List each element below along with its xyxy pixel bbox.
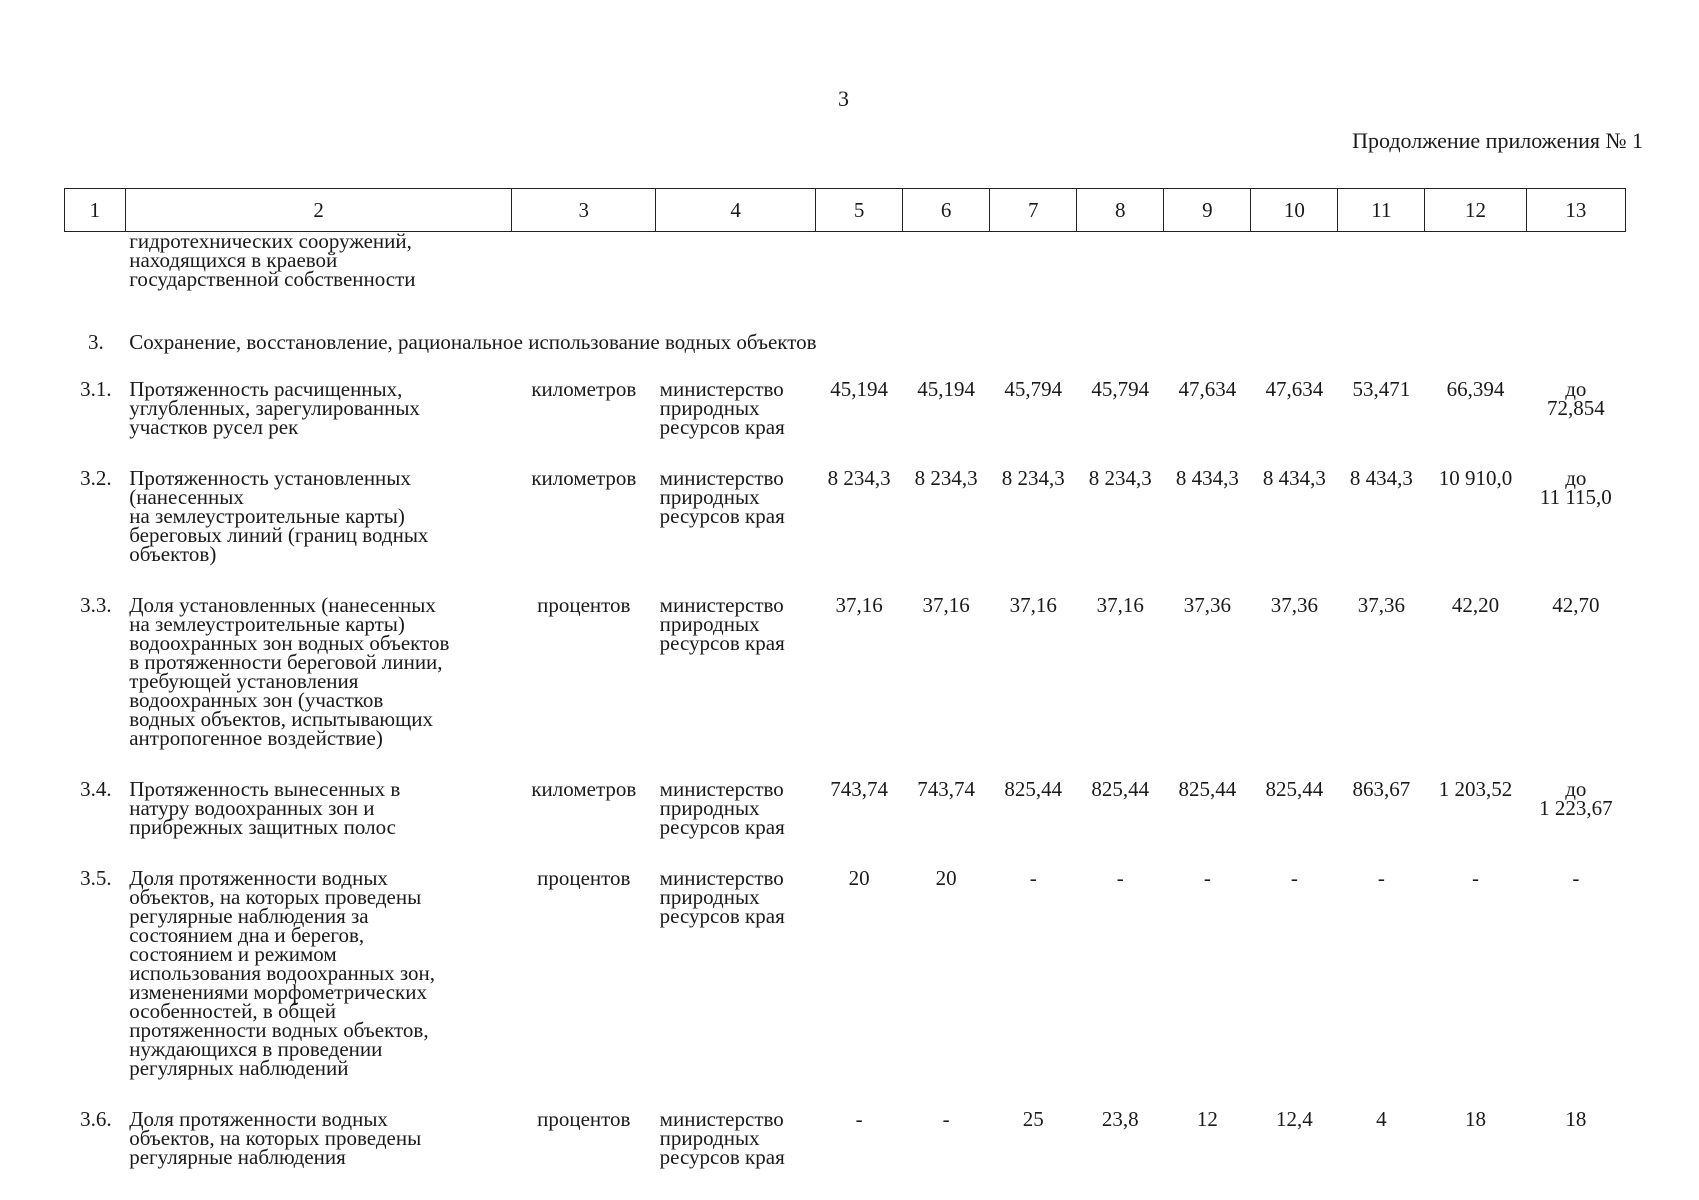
responsible-line: природных <box>659 485 760 509</box>
responsible-cell <box>656 866 816 1110</box>
value-cell: 743,74 <box>830 777 888 801</box>
indicator-name-line: регулярных наблюдений <box>129 1056 349 1080</box>
indicator-name-line: состоянием дна и берегов, <box>129 923 365 947</box>
indicator-name-line: использования водоохранных зон, <box>129 961 435 985</box>
indicator-name-line: натуру водоохранных зон и <box>129 796 375 820</box>
indicator-name-line: Протяженность установленных <box>129 466 411 490</box>
indicator-name-line: Доля протяженности водных <box>129 866 388 890</box>
indicator-name-line: антропогенное воздействие) <box>129 726 383 750</box>
responsible-line: министерство <box>659 777 784 801</box>
indicator-name-line: в протяженности береговой линии, <box>129 650 443 674</box>
table-body <box>65 229 1626 1200</box>
indicator-name <box>125 866 512 1110</box>
unit-cell: километров <box>531 777 637 801</box>
value-cell: 42,20 <box>1451 593 1500 617</box>
indicator-name-line: Доля протяженности водных <box>129 1107 388 1131</box>
indicator-name-line: водоохранных зон (участков <box>129 688 384 712</box>
responsible-line: ресурсов края <box>659 815 785 839</box>
indicator-name-line: состоянием и режимом <box>129 942 337 966</box>
section-number: 3. <box>87 330 104 354</box>
row-number: 3.6. <box>80 1107 112 1131</box>
target-value-cell: до 1 223,67 <box>1539 777 1613 820</box>
value-cell: 743,74 <box>917 777 976 801</box>
column-header-6: 6 <box>903 189 990 232</box>
indicator-name-line: нуждающихся в проведении <box>129 1037 383 1061</box>
section-title: Сохранение, восстановление, рациональное использование водных объектов <box>129 330 817 354</box>
value-cell: 37,16 <box>1096 593 1144 617</box>
value-cell: 37,36 <box>1270 593 1318 617</box>
value-cell: 10 910,0 <box>1438 466 1513 490</box>
unit-cell: процентов <box>537 866 631 890</box>
indicators-table <box>64 188 1626 1199</box>
responsible-line: министерство <box>659 866 784 890</box>
continuation-row <box>65 232 1626 322</box>
target-value-cell: - <box>1572 866 1580 890</box>
indicator-name-line: регулярные наблюдения за <box>129 904 369 928</box>
indicator-name-line: на землеустроительные карты) <box>129 612 405 636</box>
indicator-name-line: водных объектов, испытывающих <box>129 707 434 731</box>
column-header-3: 3 <box>512 189 656 232</box>
indicator-name-line: участков русел рек <box>129 415 299 439</box>
responsible-line: природных <box>659 612 760 636</box>
table-row <box>65 780 1626 869</box>
value-cell: 25 <box>1022 1107 1044 1131</box>
indicator-name-line: протяженности водных объектов, <box>129 1018 429 1042</box>
section-row <box>65 321 1626 380</box>
appendix-caption: Продолжение приложения № 1 <box>1352 128 1643 153</box>
continuation-line: государственной собственности <box>129 267 416 291</box>
responsible-cell <box>656 777 816 869</box>
value-cell: 66,394 <box>1446 377 1505 401</box>
indicator-name <box>125 1107 512 1199</box>
row-number-empty <box>65 232 126 322</box>
target-value-cell: до 11 115,0 <box>1539 466 1612 509</box>
value-cell: - <box>1377 866 1385 890</box>
value-cell: 8 234,3 <box>914 466 978 490</box>
value-cell: 45,794 <box>1004 377 1063 401</box>
page-number: 3 <box>838 86 849 111</box>
indicator-name-line: береговых линий (границ водных <box>129 523 429 547</box>
responsible-line: природных <box>659 885 760 909</box>
value-cell: - <box>1116 866 1124 890</box>
column-header-13: 13 <box>1526 189 1625 232</box>
row-number: 3.2. <box>80 466 112 490</box>
responsible-cell <box>656 593 816 780</box>
column-header-9: 9 <box>1164 189 1251 232</box>
indicator-name-line: водоохранных зон водных объектов <box>129 631 450 655</box>
row-number: 3.1. <box>80 377 112 401</box>
responsible-line: природных <box>659 1126 760 1150</box>
value-cell: 47,634 <box>1178 377 1237 401</box>
value-cell: - <box>942 1107 950 1131</box>
column-header-7: 7 <box>990 189 1077 232</box>
responsible-line: ресурсов края <box>659 631 785 655</box>
value-cell: 12,4 <box>1275 1107 1313 1131</box>
value-cell: 8 434,3 <box>1262 466 1326 490</box>
indicator-name-line: объектов, на которых проведены <box>129 885 422 909</box>
value-cell: - <box>1029 866 1037 890</box>
indicator-name <box>125 466 512 596</box>
value-cell: 47,634 <box>1265 377 1324 401</box>
value-cell: 37,16 <box>1009 593 1057 617</box>
indicator-name-line: объектов, на которых проведены <box>129 1126 422 1150</box>
responsible-line: министерство <box>659 466 784 490</box>
value-cell: 8 434,3 <box>1349 466 1413 490</box>
target-value-cell: до 72,854 <box>1546 377 1605 420</box>
indicator-name-line: требующей установления <box>129 669 359 693</box>
value-cell: 37,16 <box>922 593 970 617</box>
column-header-5: 5 <box>816 189 903 232</box>
responsible-line: министерство <box>659 593 784 617</box>
responsible-line: ресурсов края <box>659 415 785 439</box>
value-cell: - <box>855 1107 863 1131</box>
row-number: 3.5. <box>80 866 112 890</box>
value-cell: 8 434,3 <box>1175 466 1239 490</box>
indicator-name-line: Протяженность расчищенных, <box>129 377 403 401</box>
responsible-line: ресурсов края <box>659 504 785 528</box>
value-cell: 37,16 <box>835 593 883 617</box>
value-cell: 20 <box>848 866 870 890</box>
indicator-name-line: Доля установленных (нанесенных <box>129 593 436 617</box>
value-cell: 20 <box>935 866 957 890</box>
value-cell: - <box>1203 866 1211 890</box>
responsible-cell <box>656 1107 816 1199</box>
continuation-line: гидротехнических сооружений, <box>129 229 412 253</box>
unit-cell: процентов <box>537 1107 631 1131</box>
indicator-name-line: объектов) <box>129 542 217 566</box>
value-cell: 825,44 <box>1091 777 1150 801</box>
value-cell: 45,194 <box>917 377 976 401</box>
header-row <box>65 189 1626 232</box>
value-cell: 23,8 <box>1101 1107 1139 1131</box>
responsible-line: природных <box>659 396 760 420</box>
table-row <box>65 869 1626 1110</box>
value-cell: 825,44 <box>1004 777 1063 801</box>
column-header-1: 1 <box>65 189 126 232</box>
column-header-11: 11 <box>1338 189 1425 232</box>
indicator-name-line: прибрежных защитных полос <box>129 815 396 839</box>
responsible-line: ресурсов края <box>659 1145 785 1169</box>
indicator-name-line: изменениями морфометрических <box>129 980 427 1004</box>
row-number: 3.3. <box>80 593 112 617</box>
responsible-line: ресурсов края <box>659 904 785 928</box>
column-header-8: 8 <box>1077 189 1164 232</box>
value-cell: 45,794 <box>1091 377 1150 401</box>
column-header-4: 4 <box>656 189 816 232</box>
value-cell: - <box>1472 866 1480 890</box>
value-cell: - <box>1290 866 1298 890</box>
responsible-cell <box>656 466 816 596</box>
value-cell: 53,471 <box>1352 377 1411 401</box>
table-row <box>65 469 1626 596</box>
value-cell: 37,36 <box>1357 593 1406 617</box>
value-cell: 863,67 <box>1352 777 1411 801</box>
indicator-name-line: регулярные наблюдения <box>129 1145 346 1169</box>
responsible-line: природных <box>659 796 760 820</box>
unit-cell: километров <box>531 377 637 401</box>
column-header-2: 2 <box>125 189 512 232</box>
target-value-cell: 42,70 <box>1552 593 1600 617</box>
indicator-name <box>125 377 512 469</box>
value-cell: 12 <box>1196 1107 1218 1131</box>
value-cell: 1 203,52 <box>1438 777 1513 801</box>
value-cell: 825,44 <box>1178 777 1237 801</box>
indicator-name-line: особенностей, в общей <box>129 999 336 1023</box>
table-row <box>65 596 1626 780</box>
column-header-12: 12 <box>1425 189 1526 232</box>
indicator-name-line: на землеустроительные карты) <box>129 504 405 528</box>
row-number: 3.4. <box>80 777 112 801</box>
continuation-filler <box>512 232 1626 322</box>
table-row <box>65 380 1626 469</box>
value-cell: 8 234,3 <box>1001 466 1065 490</box>
value-cell: 8 234,3 <box>1088 466 1152 490</box>
value-cell: 45,194 <box>830 377 888 401</box>
unit-cell: процентов <box>537 593 631 617</box>
value-cell: 825,44 <box>1265 777 1324 801</box>
responsible-line: министерство <box>659 1107 784 1131</box>
responsible-cell <box>656 377 816 469</box>
value-cell: 4 <box>1376 1107 1387 1131</box>
value-cell: 8 234,3 <box>827 466 891 490</box>
responsible-line: министерство <box>659 377 784 401</box>
continuation-text <box>125 229 512 322</box>
table-row <box>65 1110 1626 1199</box>
indicator-name-line: Протяженность вынесенных в <box>129 777 401 801</box>
column-header-10: 10 <box>1251 189 1338 232</box>
indicator-name <box>125 777 512 869</box>
indicator-name-line: (нанесенных <box>129 485 244 509</box>
value-cell: 37,36 <box>1183 593 1231 617</box>
continuation-line: находящихся в краевой <box>129 248 338 272</box>
unit-cell: километров <box>531 466 637 490</box>
indicator-name <box>125 593 512 780</box>
value-cell: 18 <box>1465 1107 1487 1131</box>
target-value-cell: 18 <box>1565 1107 1587 1131</box>
indicator-name-line: углубленных, зарегулированных <box>129 396 420 420</box>
